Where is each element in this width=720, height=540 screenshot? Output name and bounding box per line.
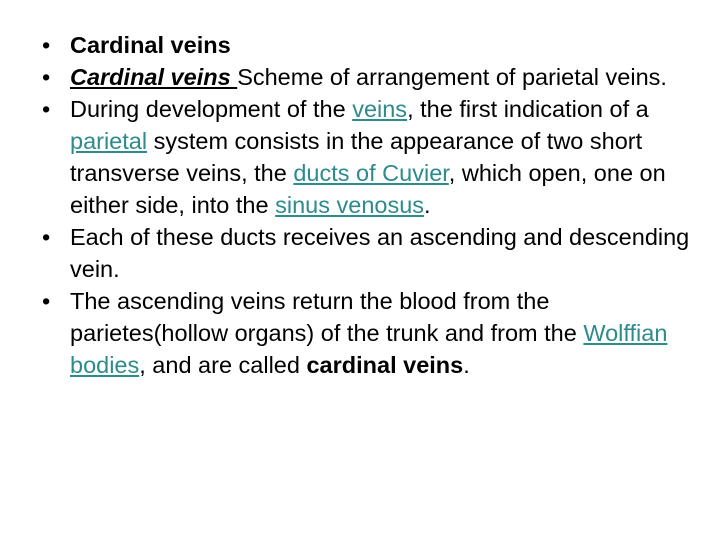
bullet-text: , the first indication of a bbox=[407, 96, 649, 122]
bullet-dot: • bbox=[42, 64, 51, 90]
link-ducts-of-cuvier[interactable]: ducts of Cuvier bbox=[293, 160, 449, 186]
bullet-dot: • bbox=[42, 96, 51, 122]
bullet-text: . bbox=[424, 192, 431, 218]
bullet-bold-term: cardinal veins bbox=[306, 352, 464, 378]
link-wolffian-bodies[interactable]: Wolffian bodies bbox=[70, 320, 668, 378]
bullet-item-2 bbox=[42, 61, 702, 93]
bullet-text: , which open, one on either side, into the bbox=[70, 160, 666, 218]
bullet-dot: • bbox=[42, 32, 51, 58]
bullet-dot: • bbox=[42, 288, 51, 314]
bullet-title: Cardinal veins bbox=[70, 32, 231, 58]
bullet-item-4 bbox=[42, 221, 702, 285]
bullet-item-5 bbox=[42, 285, 702, 381]
link-parietal[interactable]: parietal bbox=[70, 128, 148, 154]
bullet-dot: • bbox=[42, 224, 51, 250]
bullet-text: The ascending veins return the blood from the parietes(hollow organs) of the trunk and from the bbox=[70, 288, 584, 346]
bullet-title-italic: Cardinal veins bbox=[70, 64, 238, 90]
bullet-list bbox=[42, 29, 702, 381]
bullet-text: Scheme of arrangement of parietal veins. bbox=[237, 64, 667, 90]
bullet-text: . bbox=[463, 352, 470, 378]
link-veins[interactable]: veins bbox=[352, 96, 408, 122]
bullet-item-1 bbox=[42, 29, 702, 61]
bullet-text: , and are called bbox=[139, 352, 307, 378]
bullet-text: During development of the bbox=[70, 96, 353, 122]
bullet-item-3 bbox=[42, 93, 702, 221]
bullet-text: system consists in the appearance of two short transverse veins, the bbox=[70, 128, 643, 186]
link-sinus-venosus[interactable]: sinus venosus bbox=[275, 192, 425, 218]
bullet-text: Each of these ducts receives an ascending and descending vein. bbox=[70, 224, 690, 282]
